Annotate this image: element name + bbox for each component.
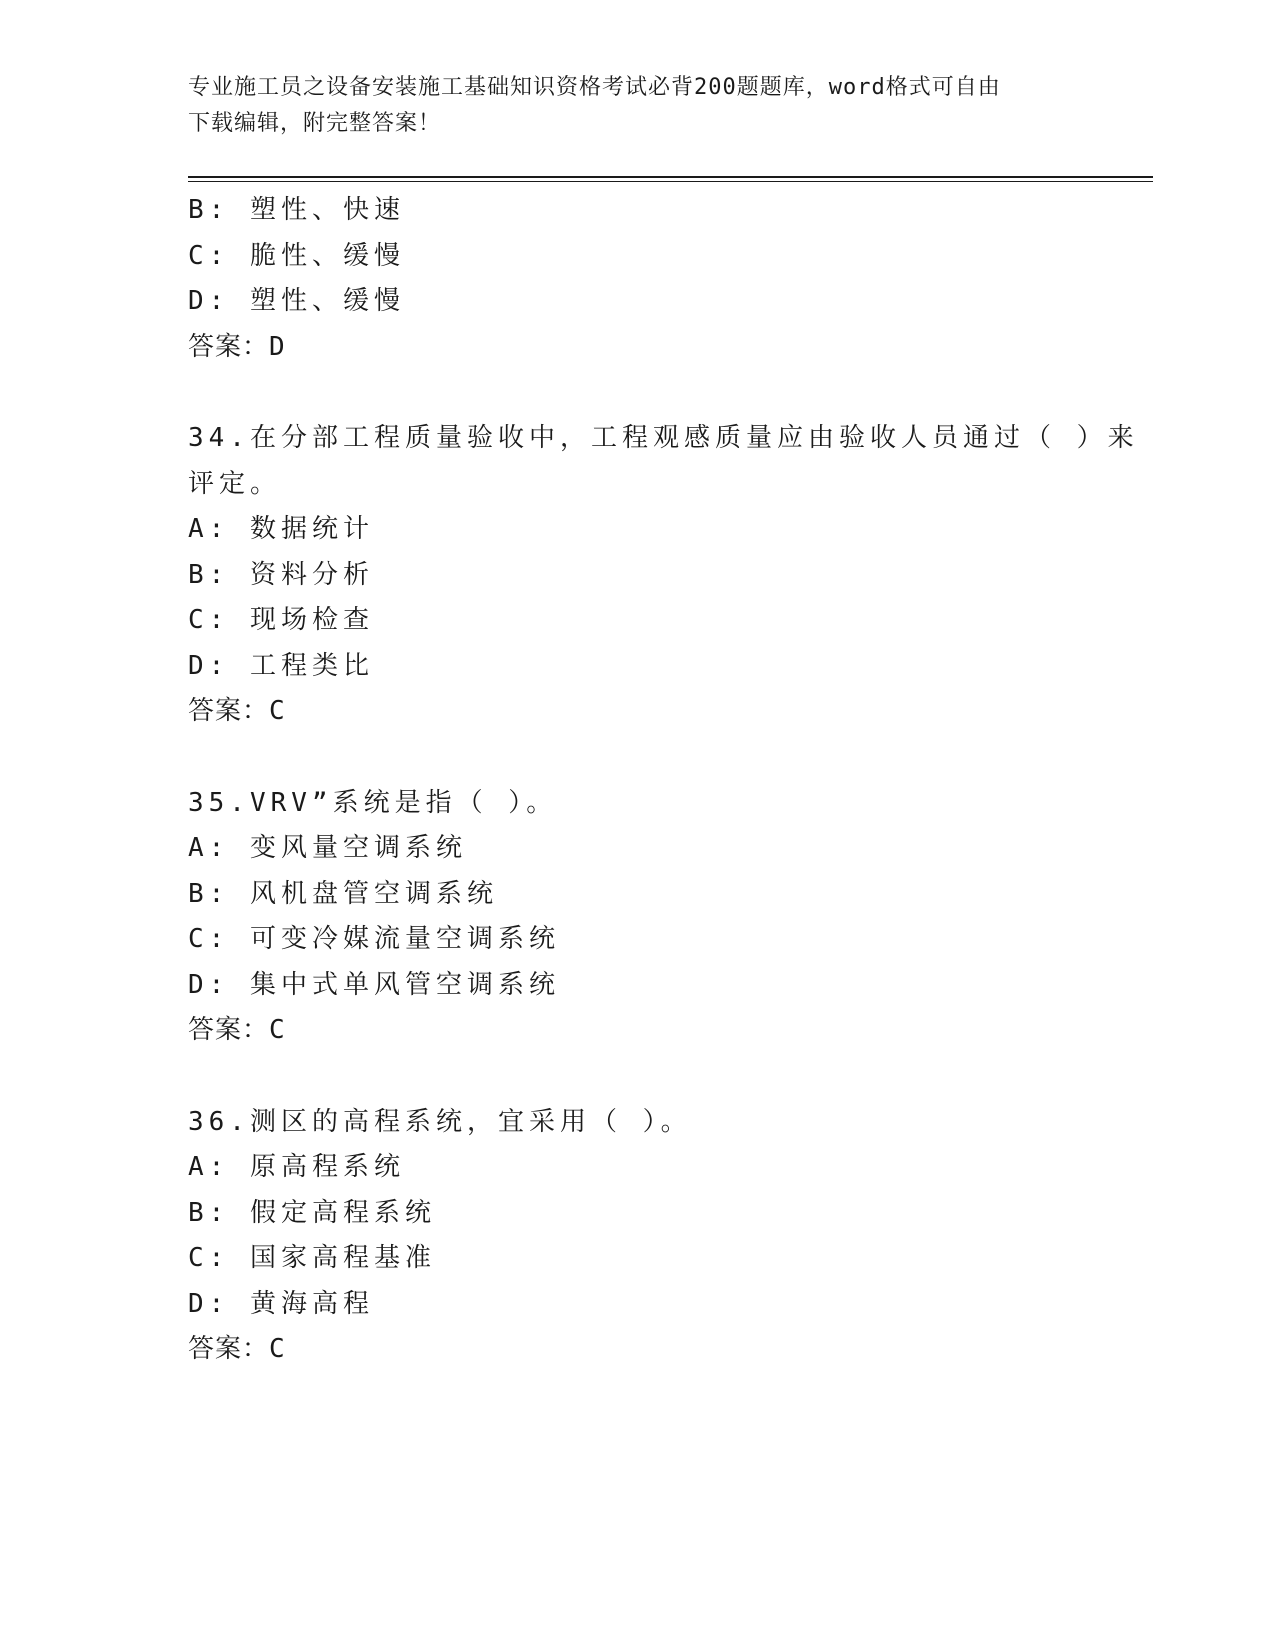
option-d: D: 工程类比	[188, 650, 374, 681]
question-stem-continued: 评定。	[188, 468, 282, 499]
option-c: C: 国家高程基准	[188, 1243, 436, 1273]
option-b: B: 塑性、快速	[188, 195, 405, 225]
spacer	[188, 370, 1068, 416]
question-list	[188, 188, 1139, 1373]
answer-value: C	[269, 1334, 286, 1364]
option-c: C: 现场检查	[188, 605, 374, 635]
header-divider-thin	[188, 181, 1153, 182]
option-b: B: 风机盘管空调系统	[188, 878, 498, 909]
question-stem: 36.测区的高程系统，宜采用（ ）。	[188, 1106, 692, 1137]
option-d: D: 黄海高程	[188, 1288, 374, 1319]
header-line-1: 专业施工员之设备安装施工基础知识资格考试必背200题题库，word格式可自由	[188, 75, 1001, 100]
spacer	[188, 735, 1068, 781]
answer-line	[188, 1008, 1068, 1054]
answer-label: 答案：	[188, 696, 270, 726]
spacer	[188, 1054, 1068, 1100]
question-33	[188, 188, 1068, 370]
document-header	[188, 70, 1068, 142]
option-d: D: 集中式单风管空调系统	[188, 969, 560, 1000]
answer-label: 答案：	[188, 331, 270, 362]
option-c: C: 可变冷媒流量空调系统	[188, 924, 560, 954]
option-b: B: 资料分析	[188, 559, 374, 590]
answer-value: D	[269, 331, 286, 362]
header-divider-thick	[188, 176, 1153, 178]
question-35	[188, 781, 1068, 1054]
answer-line	[188, 325, 1068, 371]
option-b: B: 假定高程系统	[188, 1197, 436, 1228]
answer-value: C	[269, 1015, 286, 1045]
answer-value: C	[269, 696, 286, 726]
option-c: C: 脆性、缓慢	[188, 240, 405, 271]
answer-line	[188, 689, 1068, 735]
option-a: A: 原高程系统	[188, 1152, 405, 1182]
option-a: A: 数据统计	[188, 514, 374, 544]
answer-label: 答案：	[188, 1334, 270, 1364]
question-stem: 34.在分部工程质量验收中，工程观感质量应由验收人员通过（ ）来	[188, 423, 1139, 453]
question-36	[188, 1100, 1068, 1373]
header-line-2: 下载编辑，附完整答案！	[188, 111, 442, 136]
question-stem: 35.VRV”系统是指（ ）。	[188, 787, 558, 818]
answer-label: 答案：	[188, 1015, 270, 1045]
option-d: D: 塑性、缓慢	[188, 286, 405, 316]
answer-line	[188, 1327, 1068, 1373]
question-34	[188, 416, 1139, 735]
option-a: A: 变风量空调系统	[188, 833, 467, 863]
